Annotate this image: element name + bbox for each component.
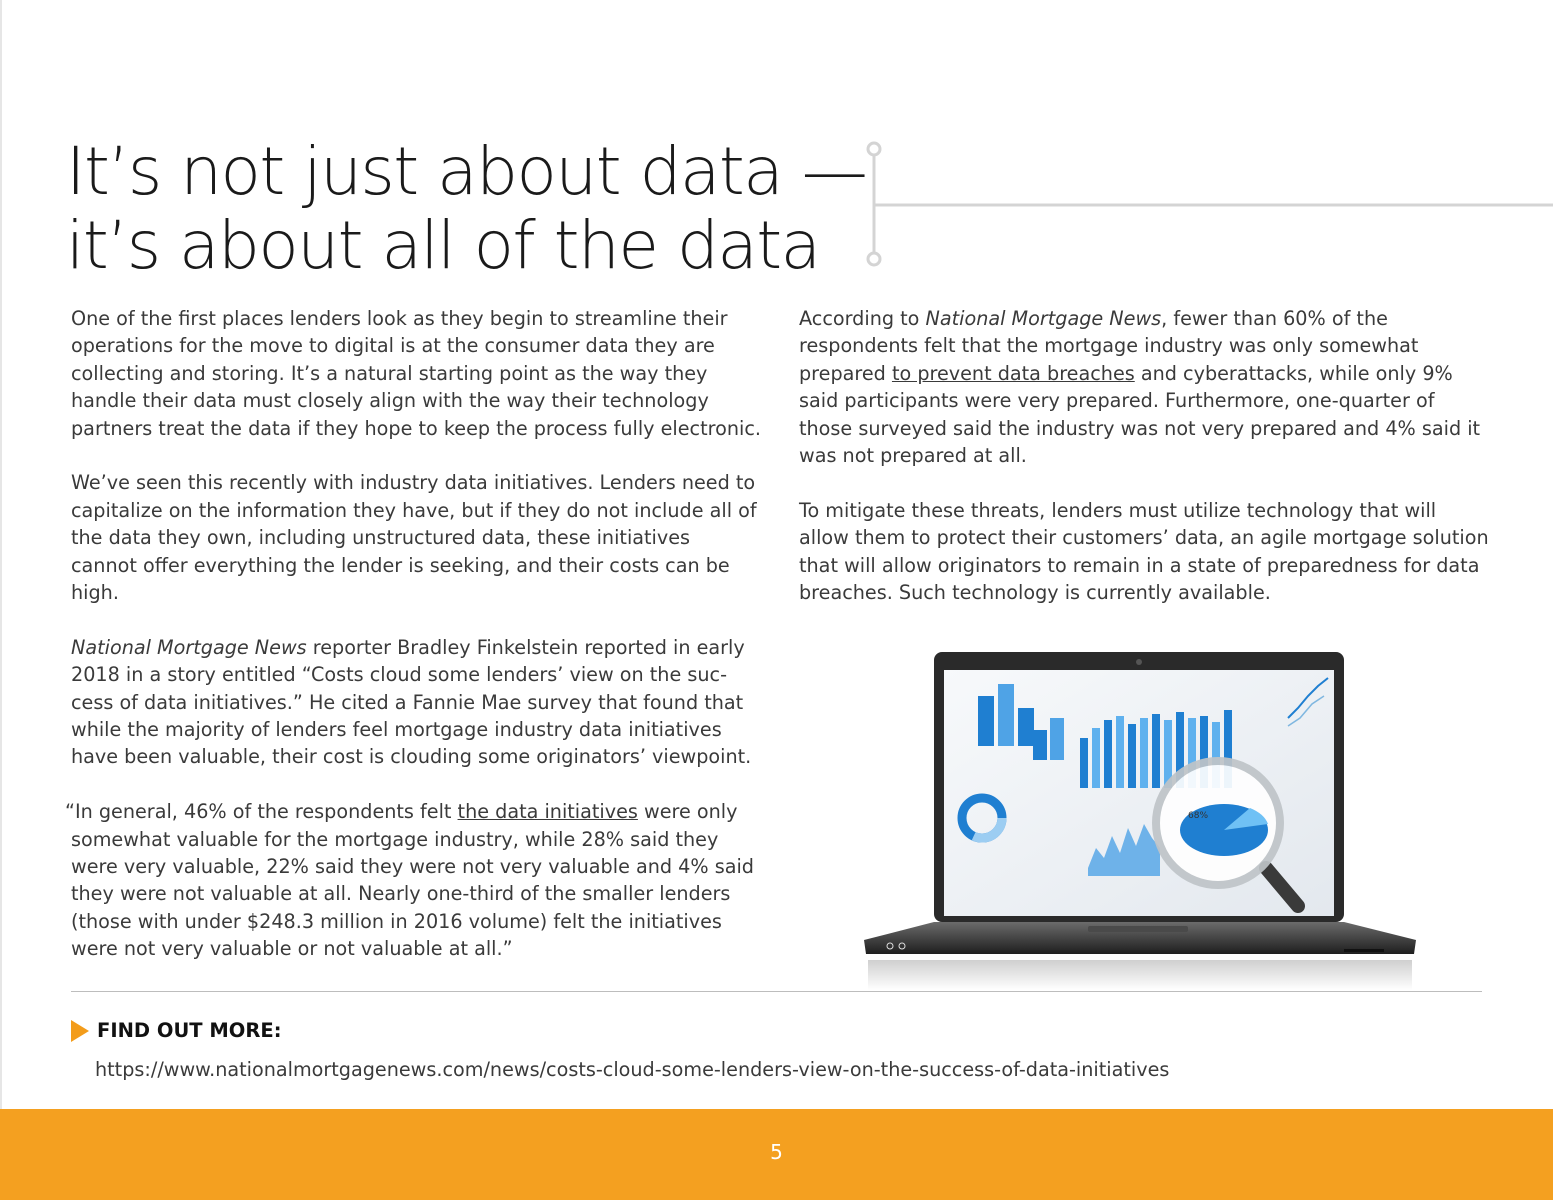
left-paragraph-3 xyxy=(71,634,761,771)
section-divider xyxy=(71,991,1482,992)
play-triangle-icon xyxy=(71,1020,89,1042)
publication-name: National Mortgage News xyxy=(71,635,307,659)
right-paragraph-1-end: and cyberattacks, while only 9% said participants were very prepared. Furthermore, one-quarter of those surveyed said the industry was not very prepared and 4% said it was not prepared at all. xyxy=(799,361,1481,468)
title-line-2: it’s about all of the data xyxy=(66,207,820,284)
left-paragraph-1: One of the first places lenders look as they begin to streamline their operations for the move to digital is at the consumer data they are collecting and storing. It’s a natural starting point as the way they handle their data must closely align with the way their technology partners treat the data if they hope to keep the process fully electronic. xyxy=(71,307,761,440)
page-title xyxy=(66,135,866,283)
right-paragraph-1-mid: , fewer than 60% of the respondents felt that the mortgage industry was only somewhat prepared xyxy=(799,307,1419,385)
title-connector-decoration xyxy=(862,138,1553,270)
find-out-more-heading xyxy=(71,1019,282,1042)
right-paragraph-1-start: According to xyxy=(799,307,926,330)
prevent-data-breaches-link[interactable]: to prevent data breaches xyxy=(891,361,1135,385)
left-paragraph-4-quote xyxy=(65,798,761,962)
page-number: 5 xyxy=(770,1140,783,1164)
left-paragraph-3-text: reporter Bradley Finkelstein reported in early 2018 in a story entitled “Costs cloud some lenders’ view on the suc-cess of data initiatives.” He cited a Fannie Mae survey that found that while the majority of lenders feel mortgage industry data initiatives have been valuable, their cost is clouding some originators’ viewpoint. xyxy=(71,635,752,769)
pie-percent-label: 68% xyxy=(1188,811,1209,821)
title-line-1: It’s not just about data — xyxy=(66,133,867,210)
find-out-more-label: FIND OUT MORE: xyxy=(97,1019,282,1042)
publication-name-2: National Mortgage News xyxy=(925,307,1162,330)
footer-bar xyxy=(0,1109,1553,1200)
quote-text-start: “In general, 46% of the respondents felt xyxy=(65,800,458,824)
left-paragraph-2: We’ve seen this recently with industry data initiatives. Lenders need to capitalize on the information they have, but if they do not include all of the data they own, including unstructured data, these initiatives cannot offer everything the lender is seeking, and their costs can be high. xyxy=(71,471,757,605)
right-paragraph-1 xyxy=(799,305,1489,469)
source-url-link[interactable]: https://www.nationalmortgagenews.com/news/costs-cloud-some-lenders-view-on-the-success-of-data-initiatives xyxy=(95,1058,1170,1081)
quote-text-end: were only somewhat valuable for the mortgage industry, while 28% said they were very valuable, 22% said they were not very valuable and 4% said they were not valuable at all. Nearly one-third of the smaller lenders (those with under $248.3 million in 2016 volume) felt the initiatives were not very valuable or not valuable at all.” xyxy=(71,800,754,961)
left-column xyxy=(65,305,761,990)
right-paragraph-2: To mitigate these threats, lenders must utilize technology that will allow them to protect their customers’ data, an agile mortgage solution that will allow originators to remain in a state of preparedness for data breaches. Such technology is currently available. xyxy=(799,498,1489,605)
right-column xyxy=(799,305,1489,634)
data-initiatives-link[interactable]: the data initiatives xyxy=(457,800,638,824)
page-edge xyxy=(0,0,2,1110)
laptop-analytics-illustration xyxy=(858,648,1422,990)
